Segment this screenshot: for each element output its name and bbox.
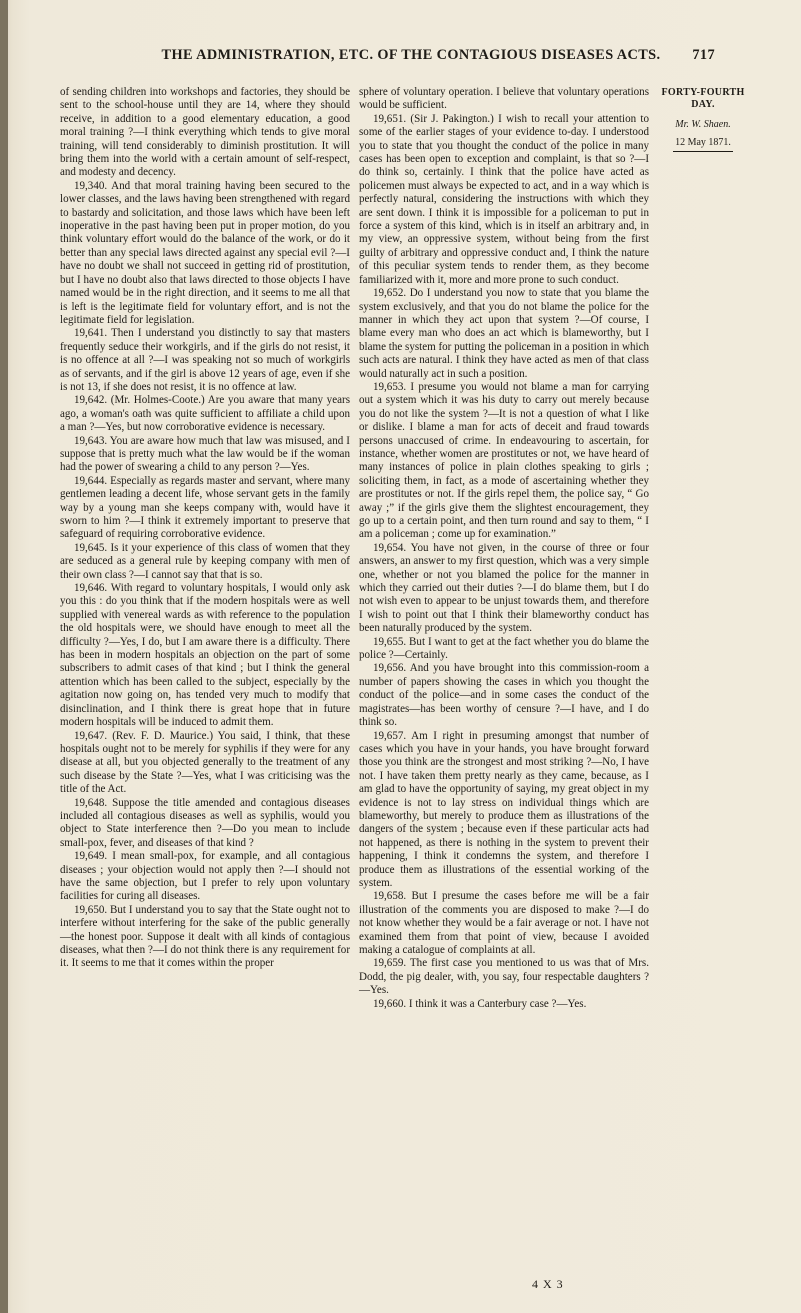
paragraph: 19,649. I mean small-pox, for example, and all contagious diseases ; your objection would not apply then ?—I should not have the same objection, but I prefer to rely upon voluntary facilities for curing all diseases. bbox=[60, 850, 350, 903]
paragraph: 19,655. But I want to get at the fact whether you do blame the police ?—Certainly. bbox=[359, 635, 649, 662]
paragraph: sphere of voluntary operation. I believe that voluntary operations would be sufficient. bbox=[359, 86, 649, 112]
printer-signature: 4 X 3 bbox=[532, 1277, 564, 1291]
paragraph: 19,648. Suppose the title amended and contagious diseases included all contagious diseases as well as syphilis, would you object to State interference then ?—Do you mean to include small-pox, fever, and diseases of that kind ? bbox=[60, 796, 350, 849]
paragraph: 19,641. Then I understand you distinctly to say that masters frequently seduce their workgirls, and if the girls do not resist, it is no offence at all ?—I was speaking not so much of workgirls as of servants, and if the girl is above 12 years of age, even if she is not 13, if she does not resist, it is no offence at law. bbox=[60, 327, 350, 393]
paragraph: 19,654. You have not given, in the course of three or four answers, an answer to my first question, which was a very simple one, whether or not you blamed the police for the manner in which they carried out their duties ?—I do blame them, but I do not wish even to appear to be unjust towards them, and therefore I wish to point out that I think their blameworthy conduct has been naturally produced by the system. bbox=[359, 541, 649, 635]
paragraph: 19,340. And that moral training having been secured to the lower classes, and the laws having been strengthened with regard to bastardy and solicitation, and those laws which have been left inoperative in the past having been put in proper motion, do you think voluntary effort would do the balance of the work, or do it better than any special laws directed against any special evil ?—I have no doubt we shall not succeed in getting rid of prostitution, but I have no doubt also that laws directed to those objects I have named would be in the right direction, and it seems to me all that is left is the legitimate field for voluntary effort, and is not the legitimate field for legislation. bbox=[60, 179, 350, 326]
paragraph: 19,656. And you have brought into this commission-room a number of papers showing the cases in which you thought the conduct of the police—and in some cases the conduct of the magistrates—has been worthy of censure ?—I have, and I do think so. bbox=[359, 662, 649, 729]
running-title: THE ADMINISTRATION, ETC. OF THE CONTAGIOUS DISEASES ACTS. bbox=[161, 47, 661, 63]
paragraph: 19,660. I think it was a Canterbury case ?—Yes. bbox=[373, 997, 587, 1010]
left-column bbox=[60, 86, 350, 971]
session-label: FORTY-FOURTH DAY. bbox=[661, 87, 745, 110]
divider bbox=[673, 151, 733, 152]
paragraph: 19,657. Am I right in presuming amongst that number of cases which you have in your hands, you have brought forward those you think are the strongest and most striking ?—No, I have not. I have taken them pretty nearly as they came, because, as I am glad to have the opportunity of saying, my great object in my evidence is not to lay stress on individual things which are blameworthy, but merely to produce them as illustrations of the dangers of the system ; because even if these particular acts had not happened, as there is nothing in the system to prevent their happening, I think it condemns the system, and therefore I produce them as illustrations of the essential working of the system. bbox=[359, 729, 649, 889]
binding-edge bbox=[0, 0, 8, 1313]
margin-note bbox=[655, 87, 751, 152]
paragraph: 19,646. With regard to voluntary hospitals, I would only ask you this : do you think that if the modern hospitals were as well supplied with venereal wards as with reference to the population the old hospitals were, we should have enough to meet all the difficulty ?—Yes, I do, but I am aware there is a difficulty. There has been in modern hospitals an objection on the part of some subscribers to admit cases of that kind ; but I think the general attention which has been called to the subject, especially by the agitation now going on, has tended very much to modify that disinclination, and I think there is great hope that in future modern hospitals will be induced to admit them. bbox=[60, 582, 350, 729]
paragraph: 19,659. The first case you mentioned to us was that of Mrs. Dodd, the pig dealer, with, you say, four respectable daughters ?—Yes. bbox=[359, 957, 649, 997]
page-number: 717 bbox=[692, 47, 715, 63]
paragraph: 19,643. You are aware how much that law was misused, and I suppose that is pretty much what the law would be if the woman had the power of swearing a child to any person ?—Yes. bbox=[60, 434, 350, 474]
paragraph: 19,647. (Rev. F. D. Maurice.) You said, I think, that these hospitals ought not to be merely for syphilis if they were for any disease at all, but you objected generally to the treatment of any such disease by the State ?—Yes, what I was criticising was the title of the Act. bbox=[60, 729, 350, 796]
paragraph: 19,658. But I presume the cases before me will be a fair illustration of the comments you are disposed to make ?—I do not know whether they would be a fair average or not. I have not examined them from that point of view, because I avoided making a catalogue of complaints at all. bbox=[359, 890, 649, 956]
paragraph: 19,644. Especially as regards master and servant, where many gentlemen leading a decent life, whose servant gets in the family way by a young man she keeps company with, would have it sworn to him ?—I think it extremely important to preserve that safeguard of requiring corroborative evidence. bbox=[60, 474, 350, 541]
paragraph: 19,642. (Mr. Holmes-Coote.) Are you aware that many years ago, a woman's oath was quite sufficient to affiliate a child upon a man ?—Yes, but now corroborative evidence is necessary. bbox=[60, 394, 350, 434]
paragraph: 19,653. I presume you would not blame a man for carrying out a system which it was his duty to carry out merely because you do not like the system ?—It is not a question of what I like or dislike. I blame a man for acts of deceit and fraud towards persons unaccused of crime. In endeavouring to ascertain, for instance, whether women are prostitutes or not, we have heard of many instances of police in plain clothes speaking to girls ; soliciting them, in fact, as a mode of ascertaining whether they are prostitutes or not. If the girls repel them, the police say, “ Go away ;” if the girls give them the slightest encouragement, they go up to a certain point, and then turn round and say to them, “ I am a policeman ; come up for examination.” bbox=[359, 380, 649, 541]
paragraph: 19,652. Do I understand you now to state that you blame the system exclusively, and that you do not blame the police for the manner in which they act upon that system ?—Of course, I blame every man who does an act which is blameworthy, but I blame the system for putting the policeman in a position in which such acts are natural. I think they have acted as men of that class would naturally act in such a position. bbox=[359, 287, 649, 380]
running-header bbox=[131, 47, 715, 64]
witness-name: Mr. W. Shaen. bbox=[675, 119, 731, 130]
paragraph: 19,650. But I understand you to say that the State ought not to interfere without interfering for the sake of the public generally—the honest poor. Suppose it dealt with all kinds of contagious diseases, what then ?—I do not think there is any requirement for it. It seems to me that it comes within the proper bbox=[60, 903, 350, 970]
session-date: 12 May 1871. bbox=[675, 137, 731, 148]
paragraph: 19,645. Is it your experience of this class of women that they are seduced as a general rule by keeping company with men of their own class ?—I cannot say that that is so. bbox=[60, 541, 350, 581]
paragraph: 19,651. (Sir J. Pakington.) I wish to recall your attention to some of the earlier stages of your evidence to-day. I understood you to state that you thought the conduct of the police in many cases has been open to exception and complaint, is that so ?—I do think so, certainly. I think that the police have acted as policemen must always be expected to act, and in a way which is perfectly natural, considering the instructions with which they are sent down. I think it is impossible for a policeman to put in force a system of this kind, which is in itself an arbitrary and, in my view, an oppressive system, without being from the first guilty of arbitrary and oppressive conduct and, I think the nature of this peculiar system tends to render them, as they become familiarized with it, more and more prone to such conduct. bbox=[359, 112, 649, 286]
paragraph: of sending children into workshops and factories, they should be sent to the school-house until they are 14, where they should receive, in addition to a good elementary education, a good moral training ?—I think everything which tends to give moral training, will tend considerably to diminish prostitution. It will bring them into the world with a certain amount of self-respect, and modesty and decency. bbox=[60, 86, 350, 179]
right-column bbox=[359, 86, 649, 1011]
